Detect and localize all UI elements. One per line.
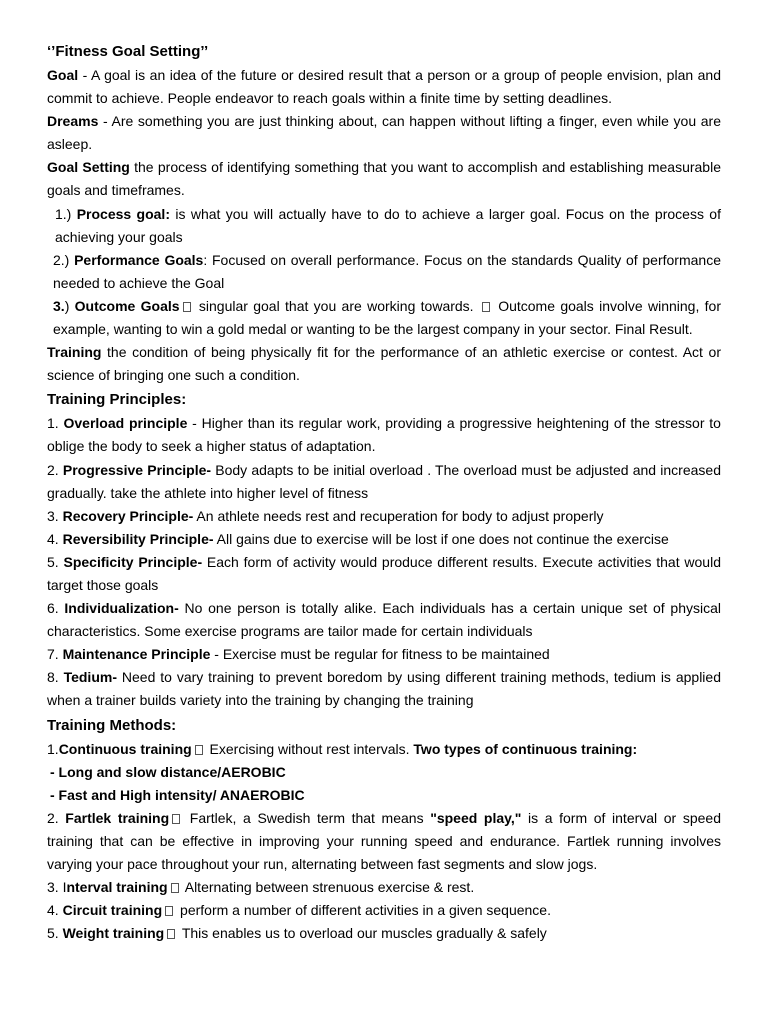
missing-glyph-icon [172, 814, 180, 824]
missing-glyph-icon [165, 906, 173, 916]
principle-item: 2. Progressive Principle- Body adapts to be initial overload . The overload must be adjusted and increased gradually. take the athlete into higher level of fitness [47, 461, 721, 501]
goal-setting-definition: Goal Setting the process of identifying something that you want to accomplish and establishing measurable goals and timeframes. [47, 159, 721, 199]
principle-item: 4. Reversibility Principle- All gains due to exercise will be lost if one does not continue the exercise [47, 530, 669, 547]
process-goal-item: 1.) Process goal: is what you will actually have to do to achieve a larger goal. Focus on the process of achieving your goals [55, 205, 721, 245]
training-definition: Training the condition of being physically fit for the performance of an athletic exercise or contest. Act or science of bringing one such a condition. [47, 344, 721, 384]
principle-item: 5. Specificity Principle- Each form of activity would produce different results. Execute activities that would target those goals [47, 553, 721, 593]
method-item: 4. Circuit training perform a number of different activities in a given sequence. [47, 902, 551, 919]
training-methods-heading: Training Methods: [47, 716, 177, 734]
missing-glyph-icon [171, 883, 179, 893]
principle-item: 8. Tedium- Need to vary training to prevent boredom by using different training methods, tedium is applied when a trainer builds variety into the training by changing the training [47, 669, 721, 709]
principle-item: 3. Recovery Principle- An athlete needs rest and recuperation for body to adjust properly [47, 507, 604, 524]
principle-item: 7. Maintenance Principle - Exercise must be regular for fitness to be maintained [47, 646, 550, 663]
method-item: 3. Interval training Alternating between strenuous exercise & rest. [47, 879, 475, 896]
document-page [47, 40, 721, 945]
outcome-goal-item: 3.) Outcome Goals singular goal that you are working towards. Outcome goals involve winning, for example, wanting to win a gold medal or wanting to be the largest company in your sector. Final Result. [53, 297, 722, 338]
missing-glyph-icon [195, 745, 203, 755]
dreams-definition: Dreams - Are something you are just thinking about, can happen without lifting a finger, even while you are asleep. [47, 113, 721, 153]
performance-goal-item: 2.) Performance Goals: Focused on overall performance. Focus on the standards Quality of performance needed to achieve the Goal [53, 251, 721, 291]
method-item: 1.Continuous training Exercising without rest intervals. Two types of continuous training: [47, 740, 638, 757]
method-item: 2. Fartlek training Fartlek, a Swedish term that means "speed play," is a form of interval or speed training that can be effective in improving your running speed and endurance. Fartlek running involves varying your pace throughout your run, alternating between fast segments and slow jogs. [47, 809, 721, 872]
missing-glyph-icon [482, 302, 490, 312]
document-title: ‘’Fitness Goal Setting’’ [47, 43, 209, 60]
principle-item: 1. Overload principle - Higher than its regular work, providing a progressive heightening of the stressor to oblige the body to seek a higher status of adaptation. [47, 415, 721, 455]
method-subitem: - Long and slow distance/AEROBIC [50, 763, 286, 780]
method-subitem: - Fast and High intensity/ ANAEROBIC [50, 786, 305, 803]
training-principles-heading: Training Principles: [47, 391, 187, 409]
missing-glyph-icon [167, 929, 175, 939]
goal-definition: Goal - A goal is an idea of the future or desired result that a person or a group of people envision, plan and commit to achieve. People endeavor to reach goals within a finite time by setting deadlines. [47, 67, 721, 107]
method-item: 5. Weight training This enables us to overload our muscles gradually & safely [47, 925, 547, 942]
principle-item: 6. Individualization- No one person is totally alike. Each individuals has a certain unique set of physical characteristics. Some exercise programs are tailor made for certain individuals [47, 600, 721, 640]
missing-glyph-icon [183, 302, 191, 312]
